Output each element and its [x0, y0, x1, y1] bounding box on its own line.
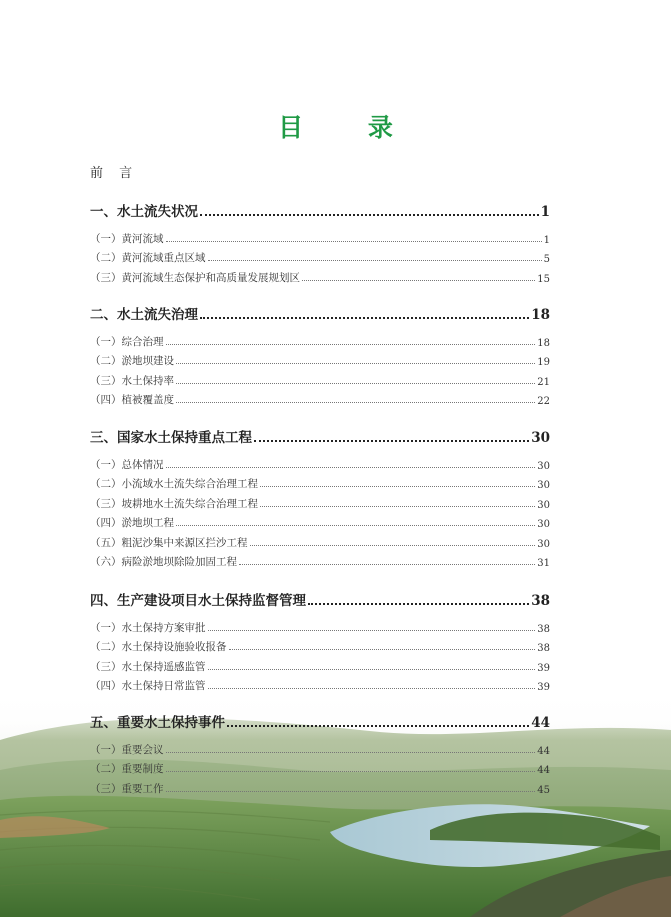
toc-section [90, 711, 550, 796]
chapter-title: 四、生产建设项目水土保持监督管理 [90, 593, 306, 609]
dot-leader [176, 524, 535, 526]
dot-leader [166, 790, 536, 792]
dot-leader [302, 279, 535, 281]
toc-entry[interactable] [90, 511, 550, 531]
toc-entry[interactable] [90, 388, 550, 408]
entry-title: （二）重要制度 [90, 763, 164, 775]
toc-preface[interactable]: 前 言 [90, 166, 139, 181]
chapter-title: 三、国家水土保持重点工程 [90, 430, 252, 446]
entry-title: （三）水土保持遥感监管 [90, 660, 206, 673]
dot-leader [250, 544, 536, 546]
toc-section [90, 303, 550, 407]
dot-leader [166, 770, 536, 772]
dot-leader [239, 563, 535, 565]
dot-leader [229, 648, 536, 650]
page-number: 30 [537, 480, 550, 491]
page-number: 38 [537, 643, 550, 654]
page-number: 22 [537, 396, 550, 407]
toc-entry[interactable] [90, 368, 550, 388]
page-number: 30 [537, 460, 550, 472]
page-number: 38 [537, 623, 550, 635]
page-number: 30 [537, 538, 550, 550]
entry-title: （三）坡耕地水土流失综合治理工程 [90, 497, 258, 510]
toc-entry[interactable] [90, 654, 550, 674]
toc-entry[interactable] [90, 472, 550, 492]
page-number: 44 [537, 745, 550, 757]
page-number: 21 [537, 376, 550, 388]
entry-title: （三）黄河流域生态保护和高质量发展规划区 [90, 271, 300, 284]
toc-entry[interactable] [90, 757, 550, 777]
dot-leader [166, 343, 536, 345]
entry-title: （一）水土保持方案审批 [90, 621, 206, 634]
toc-entry[interactable] [90, 246, 550, 266]
toc-section [90, 589, 550, 693]
entry-title: （一）黄河流域 [90, 232, 164, 245]
page-number: 1 [540, 204, 550, 220]
dot-leader [200, 213, 539, 216]
page-number: 38 [531, 593, 550, 609]
dot-leader [227, 724, 529, 727]
entry-title: （五）粗泥沙集中来源区拦沙工程 [90, 536, 248, 549]
dot-leader [176, 401, 535, 403]
dot-leader [176, 382, 535, 384]
dot-leader [176, 362, 535, 364]
entry-title: （四）植被覆盖度 [90, 394, 174, 406]
page-number: 30 [537, 519, 550, 530]
toc-entry[interactable] [90, 452, 550, 472]
chapter-title: 二、水土流失治理 [90, 307, 198, 323]
dot-leader [208, 687, 536, 689]
entry-title: （二）淤地坝建设 [90, 355, 174, 367]
dot-leader [166, 466, 536, 468]
toc-entry[interactable] [90, 674, 550, 694]
toc-entry[interactable] [90, 226, 550, 246]
page-number: 1 [543, 234, 550, 246]
toc-entry[interactable] [90, 737, 550, 757]
dot-leader [200, 316, 529, 319]
entry-title: （一）重要会议 [90, 743, 164, 756]
toc-entry[interactable] [90, 635, 550, 655]
page-number: 44 [537, 765, 550, 776]
page-number: 39 [537, 662, 550, 674]
dot-leader [260, 505, 535, 507]
dot-leader [260, 485, 535, 487]
page-number: 15 [537, 273, 550, 285]
page-number: 31 [537, 558, 550, 569]
entry-title: （三）水土保持率 [90, 374, 174, 387]
entry-title: （二）水土保持设施验收报备 [90, 641, 227, 653]
page-number: 18 [531, 307, 550, 323]
page-number: 30 [531, 430, 550, 446]
entry-title: （一）综合治理 [90, 335, 164, 348]
dot-leader [208, 259, 542, 261]
entry-title: （四）水土保持日常监管 [90, 680, 206, 692]
dot-leader [208, 668, 536, 670]
toc-chapter[interactable] [90, 589, 550, 609]
toc-entry[interactable] [90, 530, 550, 550]
chapter-title: 五、重要水土保持事件 [90, 715, 225, 731]
page-number: 18 [537, 337, 550, 349]
toc-entry[interactable] [90, 776, 550, 796]
toc-section [90, 200, 550, 285]
toc-entry[interactable] [90, 265, 550, 285]
entry-title: （四）淤地坝工程 [90, 517, 174, 529]
page-number: 39 [537, 682, 550, 693]
toc-chapter[interactable] [90, 303, 550, 323]
entry-title: （二）小流域水土流失综合治理工程 [90, 478, 258, 490]
toc-entry[interactable] [90, 550, 550, 570]
page-number: 44 [531, 715, 550, 731]
entry-title: （六）病险淤地坝除险加固工程 [90, 556, 237, 568]
entry-title: （三）重要工作 [90, 782, 164, 795]
toc-entry[interactable] [90, 349, 550, 369]
dot-leader [166, 751, 536, 753]
dot-leader [308, 602, 529, 605]
page-title: 目 录 [278, 113, 421, 142]
page-number: 45 [537, 784, 550, 796]
toc-chapter[interactable] [90, 426, 550, 446]
toc-section [90, 426, 550, 569]
dot-leader [208, 629, 536, 631]
dot-leader [254, 439, 529, 442]
toc-chapter[interactable] [90, 711, 550, 731]
entry-title: （二）黄河流域重点区域 [90, 252, 206, 264]
toc-entry[interactable] [90, 615, 550, 635]
page-number: 5 [543, 254, 550, 265]
toc-entry[interactable] [90, 329, 550, 349]
chapter-title: 一、水土流失状况 [90, 204, 198, 220]
page-number: 30 [537, 499, 550, 511]
page-number: 19 [537, 357, 550, 368]
toc-entry[interactable] [90, 491, 550, 511]
toc-chapter[interactable] [90, 200, 550, 220]
entry-title: （一）总体情况 [90, 458, 164, 471]
dot-leader [166, 240, 542, 242]
